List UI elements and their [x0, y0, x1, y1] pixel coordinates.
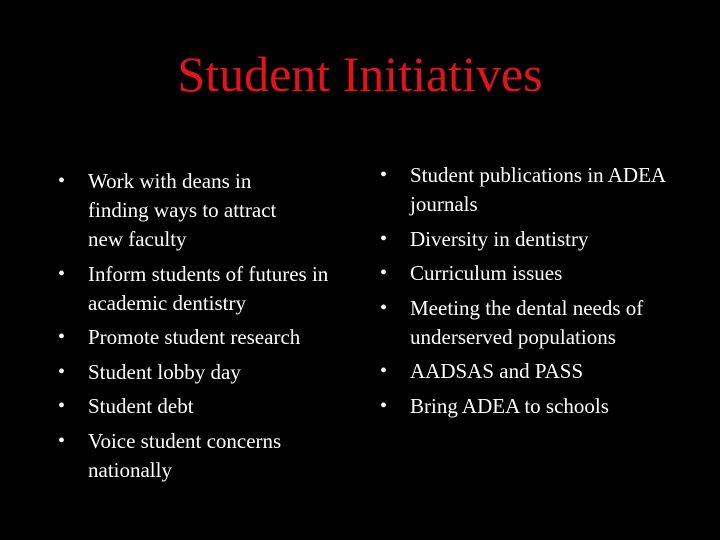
bullet-icon: • [58, 170, 66, 192]
left-bullet-list [58, 167, 348, 490]
list-item [58, 167, 308, 254]
slide-title: Student Initiatives [177, 46, 543, 102]
bullet-icon: • [58, 360, 66, 383]
list-item [380, 259, 670, 288]
bullet-icon: • [380, 394, 388, 417]
list-item [380, 294, 685, 352]
list-item-text: Voice student concerns nationally [88, 428, 282, 482]
list-item [380, 392, 670, 421]
bullet-icon: • [58, 262, 66, 285]
bullet-icon: • [380, 360, 388, 382]
list-item [380, 357, 670, 386]
list-item-text: Student publications in ADEA journals [410, 163, 665, 216]
list-item-text: Inform students of futures in academic dentistry [88, 261, 329, 315]
list-item-text: AADSAS and PASS [410, 359, 584, 383]
bullet-icon: • [58, 395, 66, 417]
list-item-text: Diversity in dentistry [410, 226, 589, 251]
list-item-text: Student lobby day [88, 359, 241, 384]
right-bullet-list [380, 161, 670, 426]
list-item [58, 358, 348, 387]
list-item [58, 392, 348, 421]
list-item-text: Meeting the dental needs of underserved populations [410, 295, 644, 349]
bullet-icon: • [380, 227, 388, 250]
list-item-text: Curriculum issues [410, 261, 563, 285]
list-item-text: Work with deans in finding ways to attract new faculty [88, 169, 277, 251]
list-item-text: Student debt [88, 394, 194, 418]
list-item [58, 323, 348, 352]
bullet-icon: • [380, 262, 388, 284]
bullet-icon: • [380, 296, 388, 319]
bullet-icon: • [58, 429, 66, 452]
list-item [380, 225, 670, 254]
list-item-text: Bring ADEA to schools [410, 393, 609, 418]
list-item-text: Promote student research [88, 325, 301, 349]
list-item [58, 260, 348, 318]
list-item [58, 427, 338, 485]
list-item [380, 161, 665, 219]
bullet-icon: • [380, 164, 388, 186]
bullet-icon: • [58, 326, 66, 348]
